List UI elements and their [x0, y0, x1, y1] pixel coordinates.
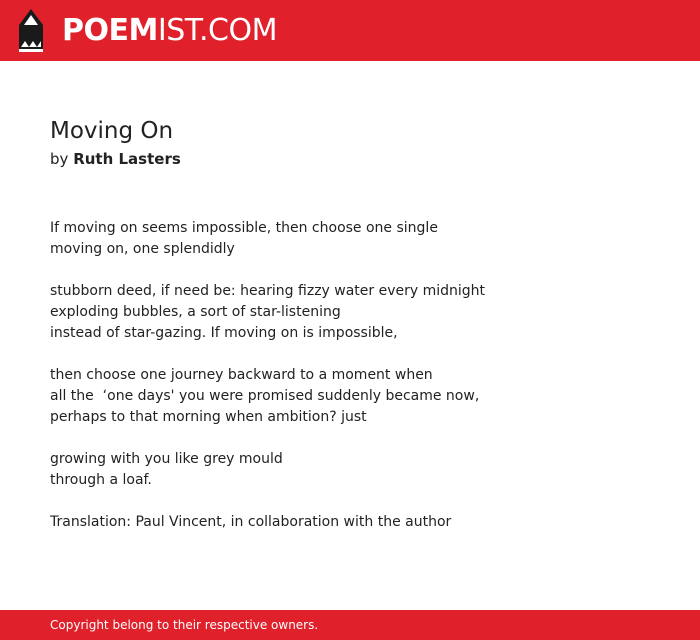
- poem-line: exploding bubbles, a sort of star-listening: [50, 304, 341, 320]
- logo-bold-text: POEM: [62, 13, 158, 48]
- site-footer: [0, 610, 700, 640]
- logo-thin-text: IST.COM: [157, 13, 277, 48]
- site-header: [0, 0, 700, 61]
- poem-stanza: [50, 218, 670, 260]
- poem-line: then choose one journey backward to a moment when: [50, 367, 433, 383]
- by-label: by: [50, 150, 69, 168]
- translation-credit: [50, 512, 670, 533]
- poem-line: instead of star-gazing. If moving on is impossible,: [50, 325, 398, 341]
- poem-body: [50, 218, 670, 533]
- poem-content: [50, 114, 670, 554]
- poem-line: If moving on seems impossible, then choose one single: [50, 220, 438, 236]
- poem-stanza: [50, 281, 670, 344]
- pencil-logo-icon[interactable]: [17, 9, 45, 53]
- poem-line: perhaps to that morning when ambition? just: [50, 409, 367, 425]
- poem-line: all the ‘one days' you were promised suddenly became now,: [50, 388, 480, 404]
- poem-line: growing with you like grey mould: [50, 451, 283, 467]
- poem-byline: [50, 148, 670, 170]
- poem-stanza: [50, 449, 670, 491]
- copyright-text: Copyright belong to their respective owners.: [50, 618, 319, 632]
- poem-line: moving on, one splendidly: [50, 241, 235, 257]
- site-logo[interactable]: [62, 13, 277, 49]
- translation-line: Translation: Paul Vincent, in collaboration with the author: [50, 514, 452, 530]
- poem-line: stubborn deed, if need be: hearing fizzy water every midnight: [50, 283, 486, 299]
- poem-stanza: [50, 365, 670, 428]
- poem-line: through a loaf.: [50, 472, 152, 488]
- poem-author: Ruth Lasters: [73, 150, 181, 168]
- poem-title: Moving On: [50, 118, 174, 144]
